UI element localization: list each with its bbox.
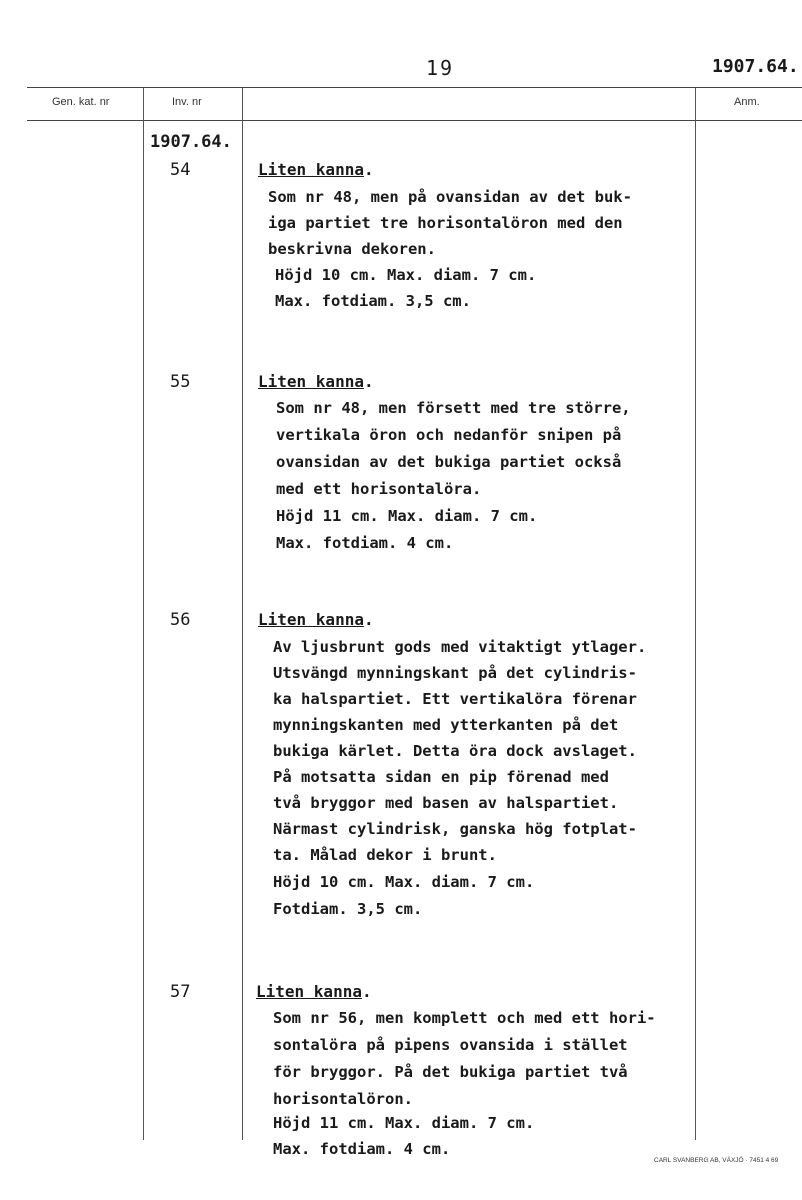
entry-text-line: Fotdiam. 3,5 cm.: [273, 900, 423, 918]
entry-title: Liten kanna.: [258, 372, 374, 391]
entry-text-line: Höjd 11 cm. Max. diam. 7 cm.: [273, 1114, 535, 1132]
column-divider-inv: [143, 88, 144, 1140]
inventory-number: 56: [170, 610, 191, 630]
entry-text-line: Max. fotdiam. 4 cm.: [273, 1140, 451, 1158]
entry-text-line: ovansidan av det bukiga partiet också: [276, 453, 622, 471]
entry-text-line: ta. Målad dekor i brunt.: [273, 846, 497, 864]
inventory-number: 57: [170, 982, 191, 1002]
year-group-label: 1907.64.: [150, 132, 232, 152]
inventory-number: 55: [170, 372, 191, 392]
column-heading-inv: Inv. nr: [172, 96, 202, 108]
entry-text-line: Max. fotdiam. 3,5 cm.: [275, 292, 471, 310]
inventory-number: 54: [170, 160, 191, 180]
entry-text-line: Höjd 10 cm. Max. diam. 7 cm.: [275, 266, 537, 284]
column-heading-gen-kat: Gen. kat. nr: [52, 96, 110, 108]
entry-text-line: Av ljusbrunt gods med vitaktigt ytlager.: [273, 638, 647, 656]
entry-text-line: beskrivna dekoren.: [268, 240, 436, 258]
entry-title: Liten kanna.: [258, 160, 374, 179]
entry-text-line: Som nr 56, men komplett och med ett hori-: [273, 1009, 656, 1027]
entry-text-line: iga partiet tre horisontalöron med den: [268, 214, 623, 232]
entry-text-line: sontalöra på pipens ovansida i stället: [273, 1036, 628, 1054]
printer-note: CARL SVANBERG AB, VÄXJÖ · 7451 4 69: [654, 1157, 779, 1164]
entry-title: Liten kanna.: [258, 610, 374, 629]
column-divider-description: [242, 88, 243, 1140]
entry-title: Liten kanna.: [256, 982, 372, 1001]
entry-text-line: mynningskanten med ytterkanten på det: [273, 716, 619, 734]
entry-text-line: bukiga kärlet. Detta öra dock avslaget.: [273, 742, 637, 760]
entry-text-line: Höjd 11 cm. Max. diam. 7 cm.: [276, 507, 538, 525]
entry-text-line: vertikala öron och nedanför snipen på: [276, 426, 622, 444]
entry-text-line: Som nr 48, men på ovansidan av det buk-: [268, 188, 632, 206]
entry-text-line: med ett horisontalöra.: [276, 480, 482, 498]
entry-text-line: Utsvängd mynningskant på det cylindris-: [273, 664, 637, 682]
entry-text-line: ka halspartiet. Ett vertikalöra förenar: [273, 690, 637, 708]
entry-text-line: två bryggor med basen av halspartiet.: [273, 794, 619, 812]
entry-text-line: Max. fotdiam. 4 cm.: [276, 534, 454, 552]
entry-text-line: Som nr 48, men försett med tre större,: [276, 399, 631, 417]
column-heading-anm: Anm.: [734, 96, 760, 108]
entry-text-line: horisontalöron.: [273, 1090, 413, 1108]
entry-text-line: Höjd 10 cm. Max. diam. 7 cm.: [273, 873, 535, 891]
column-divider-anm: [695, 88, 696, 1140]
entry-text-line: På motsatta sidan en pip förenad med: [273, 768, 609, 786]
page-number: 19: [425, 56, 455, 80]
year-header: 1907.64.: [712, 56, 799, 77]
entry-text-line: Närmast cylindrisk, ganska hög fotplat-: [273, 820, 637, 838]
entry-text-line: för bryggor. På det bukiga partiet två: [273, 1063, 628, 1081]
